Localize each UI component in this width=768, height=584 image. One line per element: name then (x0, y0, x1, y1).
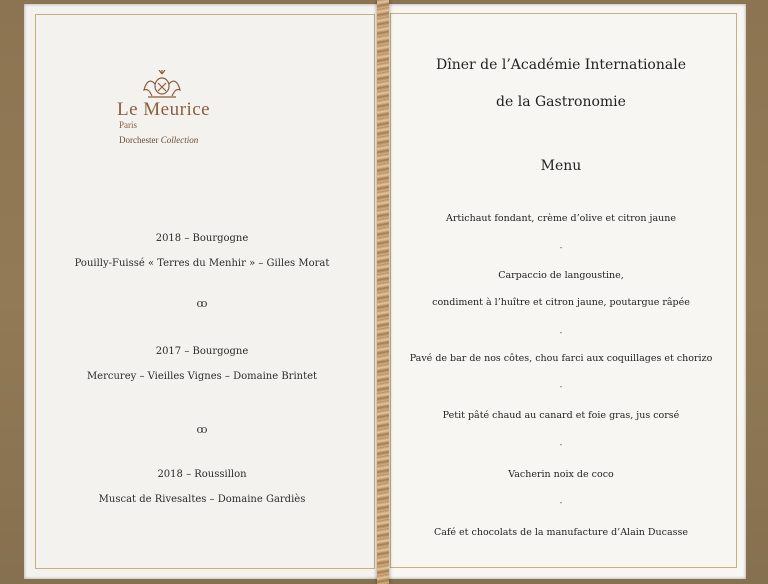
brand-collection (119, 135, 247, 145)
wine-2-name: Mercurey – Vieilles Vignes – Domaine Brintet (86, 371, 318, 382)
wine-3-vintage: 2018 – Roussillon (157, 469, 247, 480)
wine-1-vintage: 2018 – Bourgogne (155, 233, 249, 244)
brand-name: Le Meurice (117, 99, 211, 120)
wine-1-name: Pouilly-Fuissé « Terres du Menhir » – Gilles Morat (74, 258, 330, 269)
dinner-title-line2: de la Gastronomie (496, 94, 626, 110)
ornament-icon: ꝏ (196, 423, 208, 436)
collection-prefix: Dorchester (119, 135, 159, 145)
dish-2-line2: condiment à l’huître et citron jaune, poutargue râpée (432, 297, 690, 308)
separator: - (559, 440, 563, 449)
separator: - (559, 498, 563, 507)
dish-6: Café et chocolats de la manufacture d’Alain Ducasse (433, 527, 689, 538)
wine-2-vintage: 2017 – Bourgogne (155, 346, 249, 357)
dish-4: Petit pâté chaud au canard et foie gras, jus corsé (442, 410, 680, 421)
separator: - (559, 243, 563, 252)
crest-icon (140, 70, 184, 100)
separator: - (559, 328, 563, 337)
ornament-icon: ꝏ (196, 297, 208, 310)
wine-3-name: Muscat de Rivesaltes – Domaine Gardiès (98, 494, 306, 505)
brand-city: Paris (119, 120, 137, 130)
right-page (386, 4, 746, 579)
dish-3: Pavé de bar de nos côtes, chou farci aux coquillages et chorizo (409, 353, 713, 364)
dish-5: Vacherin noix de coco (508, 469, 614, 480)
dinner-title-line1: Dîner de l’Académie Internationale (436, 57, 686, 73)
collection-suffix: Collection (160, 135, 199, 145)
dish-1: Artichaut fondant, crème d’olive et citron jaune (446, 213, 676, 224)
menu-heading: Menu (540, 158, 582, 174)
dish-2-line1: Carpaccio de langoustine, (498, 270, 624, 281)
le-meurice-logo (117, 70, 247, 145)
separator: - (559, 382, 563, 391)
